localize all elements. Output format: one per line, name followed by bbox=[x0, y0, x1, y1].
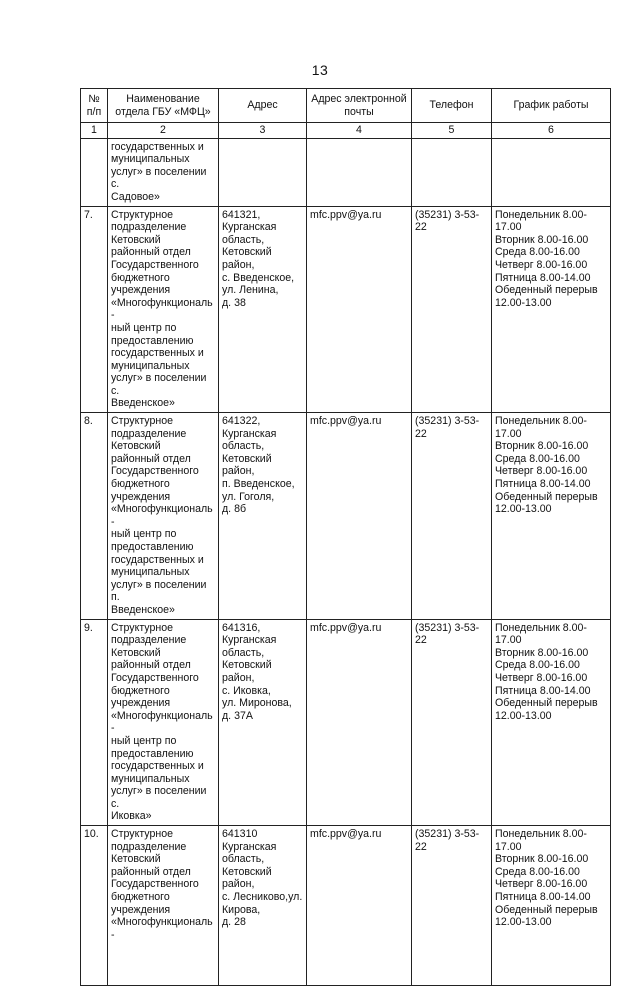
table-header-row bbox=[81, 89, 611, 123]
phone-cell: (35231) 3-53- 22 bbox=[412, 826, 492, 986]
table-row bbox=[81, 619, 611, 826]
phone-cell: (35231) 3-53- 22 bbox=[412, 619, 492, 826]
office-name-cell: Структурное подразделение Кетовский районный отдел Государственного бюджетного учреждения «Многофункциональ- ный центр по предоставлению государственных и муниципальных услуг» в поселении п. Введенское» bbox=[108, 413, 219, 620]
email-cell: mfc.ppv@ya.ru bbox=[307, 206, 412, 413]
page-number: 13 bbox=[311, 62, 329, 78]
row-number-cell: 9. bbox=[81, 619, 108, 826]
row-number-cell: 10. bbox=[81, 826, 108, 986]
row-number-cell: 7. bbox=[81, 206, 108, 413]
office-name-cell: Структурное подразделение Кетовский районный отдел Государственного бюджетного учреждения «Многофункциональ- ный центр по предоставлению государственных и муниципальных услуг» в поселении с. Введенское» bbox=[108, 206, 219, 413]
address-cell: 641310 Курганская область, Кетовский район, с. Лесниково,ул. Кирова, д. 28 bbox=[219, 826, 307, 986]
phone-cell: (35231) 3-53- 22 bbox=[412, 413, 492, 620]
schedule-cell: Понедельник 8.00- 17.00 Вторник 8.00-16.00 Среда 8.00-16.00 Четверг 8.00-16.00 Пятница 8.00-14.00 Обеденный перерыв 12.00-13.00 bbox=[492, 413, 611, 620]
email-cell bbox=[307, 138, 412, 206]
column-number-cell: 2 bbox=[108, 123, 219, 139]
phone-cell: (35231) 3-53- 22 bbox=[412, 206, 492, 413]
column-number-cell: 3 bbox=[219, 123, 307, 139]
office-name-cell: Структурное подразделение Кетовский районный отдел Государственного бюджетного учреждения «Многофункциональ- bbox=[108, 826, 219, 986]
header-cell-email: Адрес электронной почты bbox=[307, 89, 412, 123]
schedule-cell: Понедельник 8.00- 17.00 Вторник 8.00-16.00 Среда 8.00-16.00 Четверг 8.00-16.00 Пятница 8.00-14.00 Обеденный перерыв 12.00-13.00 bbox=[492, 619, 611, 826]
email-cell: mfc.ppv@ya.ru bbox=[307, 826, 412, 986]
address-cell bbox=[219, 138, 307, 206]
address-cell: 641321, Курганская область, Кетовский район, с. Введенское, ул. Ленина, д. 38 bbox=[219, 206, 307, 413]
column-number-cell: 5 bbox=[412, 123, 492, 139]
mfc-offices-table bbox=[80, 88, 611, 986]
table-row bbox=[81, 206, 611, 413]
header-cell-address: Адрес bbox=[219, 89, 307, 123]
address-cell: 641316, Курганская область, Кетовский район, с. Иковка, ул. Миронова, д. 37А bbox=[219, 619, 307, 826]
table-row bbox=[81, 826, 611, 986]
table-row bbox=[81, 413, 611, 620]
row-number-cell: 8. bbox=[81, 413, 108, 620]
header-cell-schedule: График работы bbox=[492, 89, 611, 123]
office-name-cell: государственных и муниципальных услуг» в поселении с. Садовое» bbox=[108, 138, 219, 206]
table-row-continuation bbox=[81, 138, 611, 206]
email-cell: mfc.ppv@ya.ru bbox=[307, 619, 412, 826]
column-number-cell: 1 bbox=[81, 123, 108, 139]
phone-cell bbox=[412, 138, 492, 206]
header-cell-number: № п/п bbox=[81, 89, 108, 123]
address-cell: 641322, Курганская область, Кетовский район, п. Введенское, ул. Гоголя, д. 8б bbox=[219, 413, 307, 620]
row-number-cell bbox=[81, 138, 108, 206]
column-number-row bbox=[81, 123, 611, 139]
office-name-cell: Структурное подразделение Кетовский районный отдел Государственного бюджетного учреждения «Многофункциональ- ный центр по предоставлению государственных и муниципальных услуг» в поселении с. Иковка» bbox=[108, 619, 219, 826]
schedule-cell bbox=[492, 138, 611, 206]
header-cell-phone: Телефон bbox=[412, 89, 492, 123]
email-cell: mfc.ppv@ya.ru bbox=[307, 413, 412, 620]
column-number-cell: 4 bbox=[307, 123, 412, 139]
schedule-cell: Понедельник 8.00- 17.00 Вторник 8.00-16.00 Среда 8.00-16.00 Четверг 8.00-16.00 Пятница 8.00-14.00 Обеденный перерыв 12.00-13.00 bbox=[492, 206, 611, 413]
column-number-cell: 6 bbox=[492, 123, 611, 139]
header-cell-name: Наименование отдела ГБУ «МФЦ» bbox=[108, 89, 219, 123]
schedule-cell: Понедельник 8.00- 17.00 Вторник 8.00-16.00 Среда 8.00-16.00 Четверг 8.00-16.00 Пятница 8.00-14.00 Обеденный перерыв 12.00-13.00 bbox=[492, 826, 611, 986]
